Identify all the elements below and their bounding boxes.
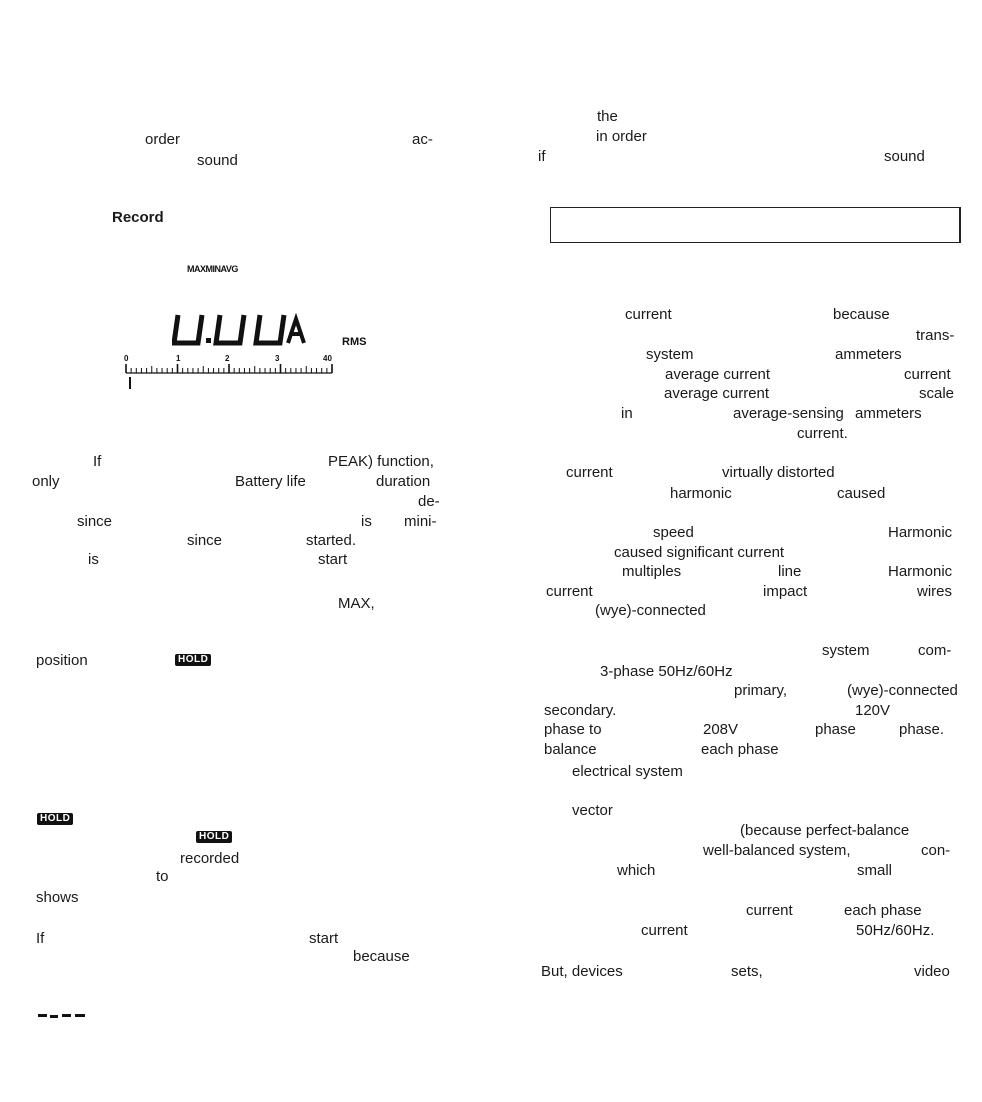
hold-icon: HOLD bbox=[175, 654, 211, 666]
text-fragment: system bbox=[646, 346, 694, 363]
scale-tick-label: 1 bbox=[176, 354, 181, 363]
record-heading: Record bbox=[112, 209, 164, 226]
scale-tick-label: 3 bbox=[275, 354, 280, 363]
text-fragment: con- bbox=[921, 842, 951, 859]
text-fragment: average current bbox=[664, 385, 770, 402]
text-fragment: Harmonic bbox=[888, 524, 953, 541]
text-fragment: caused bbox=[837, 485, 886, 502]
dashes-icon bbox=[38, 1013, 90, 1019]
text-fragment: the bbox=[597, 108, 618, 125]
text-fragment: started. bbox=[306, 532, 357, 549]
text-fragment: impact bbox=[763, 583, 808, 600]
text-fragment: line bbox=[778, 563, 802, 580]
text-fragment: each phase bbox=[844, 902, 922, 919]
text-fragment: only bbox=[32, 473, 60, 490]
text-fragment: start bbox=[318, 551, 348, 568]
text-fragment: is bbox=[88, 551, 99, 568]
text-fragment: vector bbox=[572, 802, 613, 819]
text-fragment: (because perfect-balance bbox=[740, 822, 910, 839]
text-fragment: If bbox=[93, 453, 102, 470]
scale-ticks-icon bbox=[124, 364, 336, 392]
text-fragment: current bbox=[625, 306, 672, 323]
text-fragment: if bbox=[538, 148, 546, 165]
scale-tick-label: 40 bbox=[323, 354, 332, 363]
text-fragment: 208V bbox=[703, 721, 739, 738]
text-fragment: (wye)-connected bbox=[595, 602, 706, 619]
text-fragment: wires bbox=[917, 583, 953, 600]
text-fragment: multiples bbox=[622, 563, 682, 580]
text-fragment: in bbox=[621, 405, 633, 422]
text-fragment: position bbox=[36, 652, 88, 669]
text-fragment: primary, bbox=[734, 682, 788, 699]
text-fragment: small bbox=[857, 862, 893, 879]
boxed-frame bbox=[550, 207, 961, 243]
text-fragment: system bbox=[822, 642, 870, 659]
text-fragment: since bbox=[77, 513, 113, 530]
text-fragment: speed bbox=[653, 524, 694, 541]
text-fragment: But, devices bbox=[541, 963, 623, 980]
text-fragment: de- bbox=[418, 493, 440, 510]
text-fragment: electrical system bbox=[572, 763, 683, 780]
text-fragment: which bbox=[617, 862, 656, 879]
scale-tick-label: 0 bbox=[124, 354, 129, 363]
text-fragment: Battery life bbox=[235, 473, 306, 490]
text-fragment: caused significant current bbox=[614, 544, 785, 561]
lcd-digits-icon bbox=[172, 313, 322, 347]
text-fragment: in order bbox=[596, 128, 647, 145]
text-fragment: duration bbox=[376, 473, 431, 490]
text-fragment: 50Hz/60Hz. bbox=[856, 922, 935, 939]
text-fragment: balance bbox=[544, 741, 597, 758]
text-fragment: (wye)-connected bbox=[847, 682, 958, 699]
text-fragment: PEAK) function, bbox=[328, 453, 434, 470]
text-fragment: start bbox=[309, 930, 339, 947]
scale-tick-label: 2 bbox=[225, 354, 230, 363]
lcd-rms-label: RMS bbox=[342, 336, 367, 348]
text-fragment: because bbox=[353, 948, 410, 965]
text-fragment: sound bbox=[197, 152, 238, 169]
text-fragment: 3-phase 50Hz/60Hz bbox=[600, 663, 733, 680]
text-fragment: phase to bbox=[544, 721, 602, 738]
text-fragment: ac- bbox=[412, 131, 433, 148]
text-fragment: sets, bbox=[731, 963, 763, 980]
bar-graph-segment bbox=[129, 377, 131, 389]
text-fragment: each phase bbox=[701, 741, 779, 758]
hold-icon: HOLD bbox=[37, 813, 73, 825]
text-fragment: mini- bbox=[404, 513, 437, 530]
text-fragment: scale bbox=[919, 385, 955, 402]
text-fragment: Harmonic bbox=[888, 563, 953, 580]
text-fragment: harmonic bbox=[670, 485, 732, 502]
text-fragment: If bbox=[36, 930, 45, 947]
text-fragment: current bbox=[746, 902, 793, 919]
text-fragment: current bbox=[566, 464, 613, 481]
text-fragment: secondary. bbox=[544, 702, 617, 719]
text-fragment: current. bbox=[797, 425, 848, 442]
text-fragment: recorded bbox=[180, 850, 240, 867]
text-fragment: is bbox=[361, 513, 372, 530]
text-fragment: well-balanced system, bbox=[703, 842, 851, 859]
text-fragment: current bbox=[641, 922, 688, 939]
text-fragment: phase. bbox=[899, 721, 945, 738]
text-fragment: average-sensing bbox=[733, 405, 844, 422]
text-fragment: current bbox=[904, 366, 951, 383]
text-fragment: com- bbox=[918, 642, 952, 659]
text-fragment: current bbox=[546, 583, 593, 600]
text-fragment: because bbox=[833, 306, 890, 323]
text-fragment: phase bbox=[815, 721, 856, 738]
text-fragment: shows bbox=[36, 889, 79, 906]
text-fragment: virtually distorted bbox=[722, 464, 835, 481]
text-fragment: MAX, bbox=[338, 595, 375, 612]
text-fragment: ammeters bbox=[835, 346, 902, 363]
hold-icon: HOLD bbox=[196, 831, 232, 843]
text-fragment: since bbox=[187, 532, 223, 549]
text-fragment: order bbox=[145, 131, 181, 148]
text-fragment: to bbox=[156, 868, 169, 885]
text-fragment: video bbox=[914, 963, 950, 980]
text-fragment: average current bbox=[665, 366, 771, 383]
text-fragment: trans- bbox=[916, 327, 955, 344]
lcd-mode-label: MAXMINAVG bbox=[187, 264, 238, 274]
text-fragment: 120V bbox=[855, 702, 891, 719]
text-fragment: sound bbox=[884, 148, 925, 165]
text-fragment: ammeters bbox=[855, 405, 922, 422]
